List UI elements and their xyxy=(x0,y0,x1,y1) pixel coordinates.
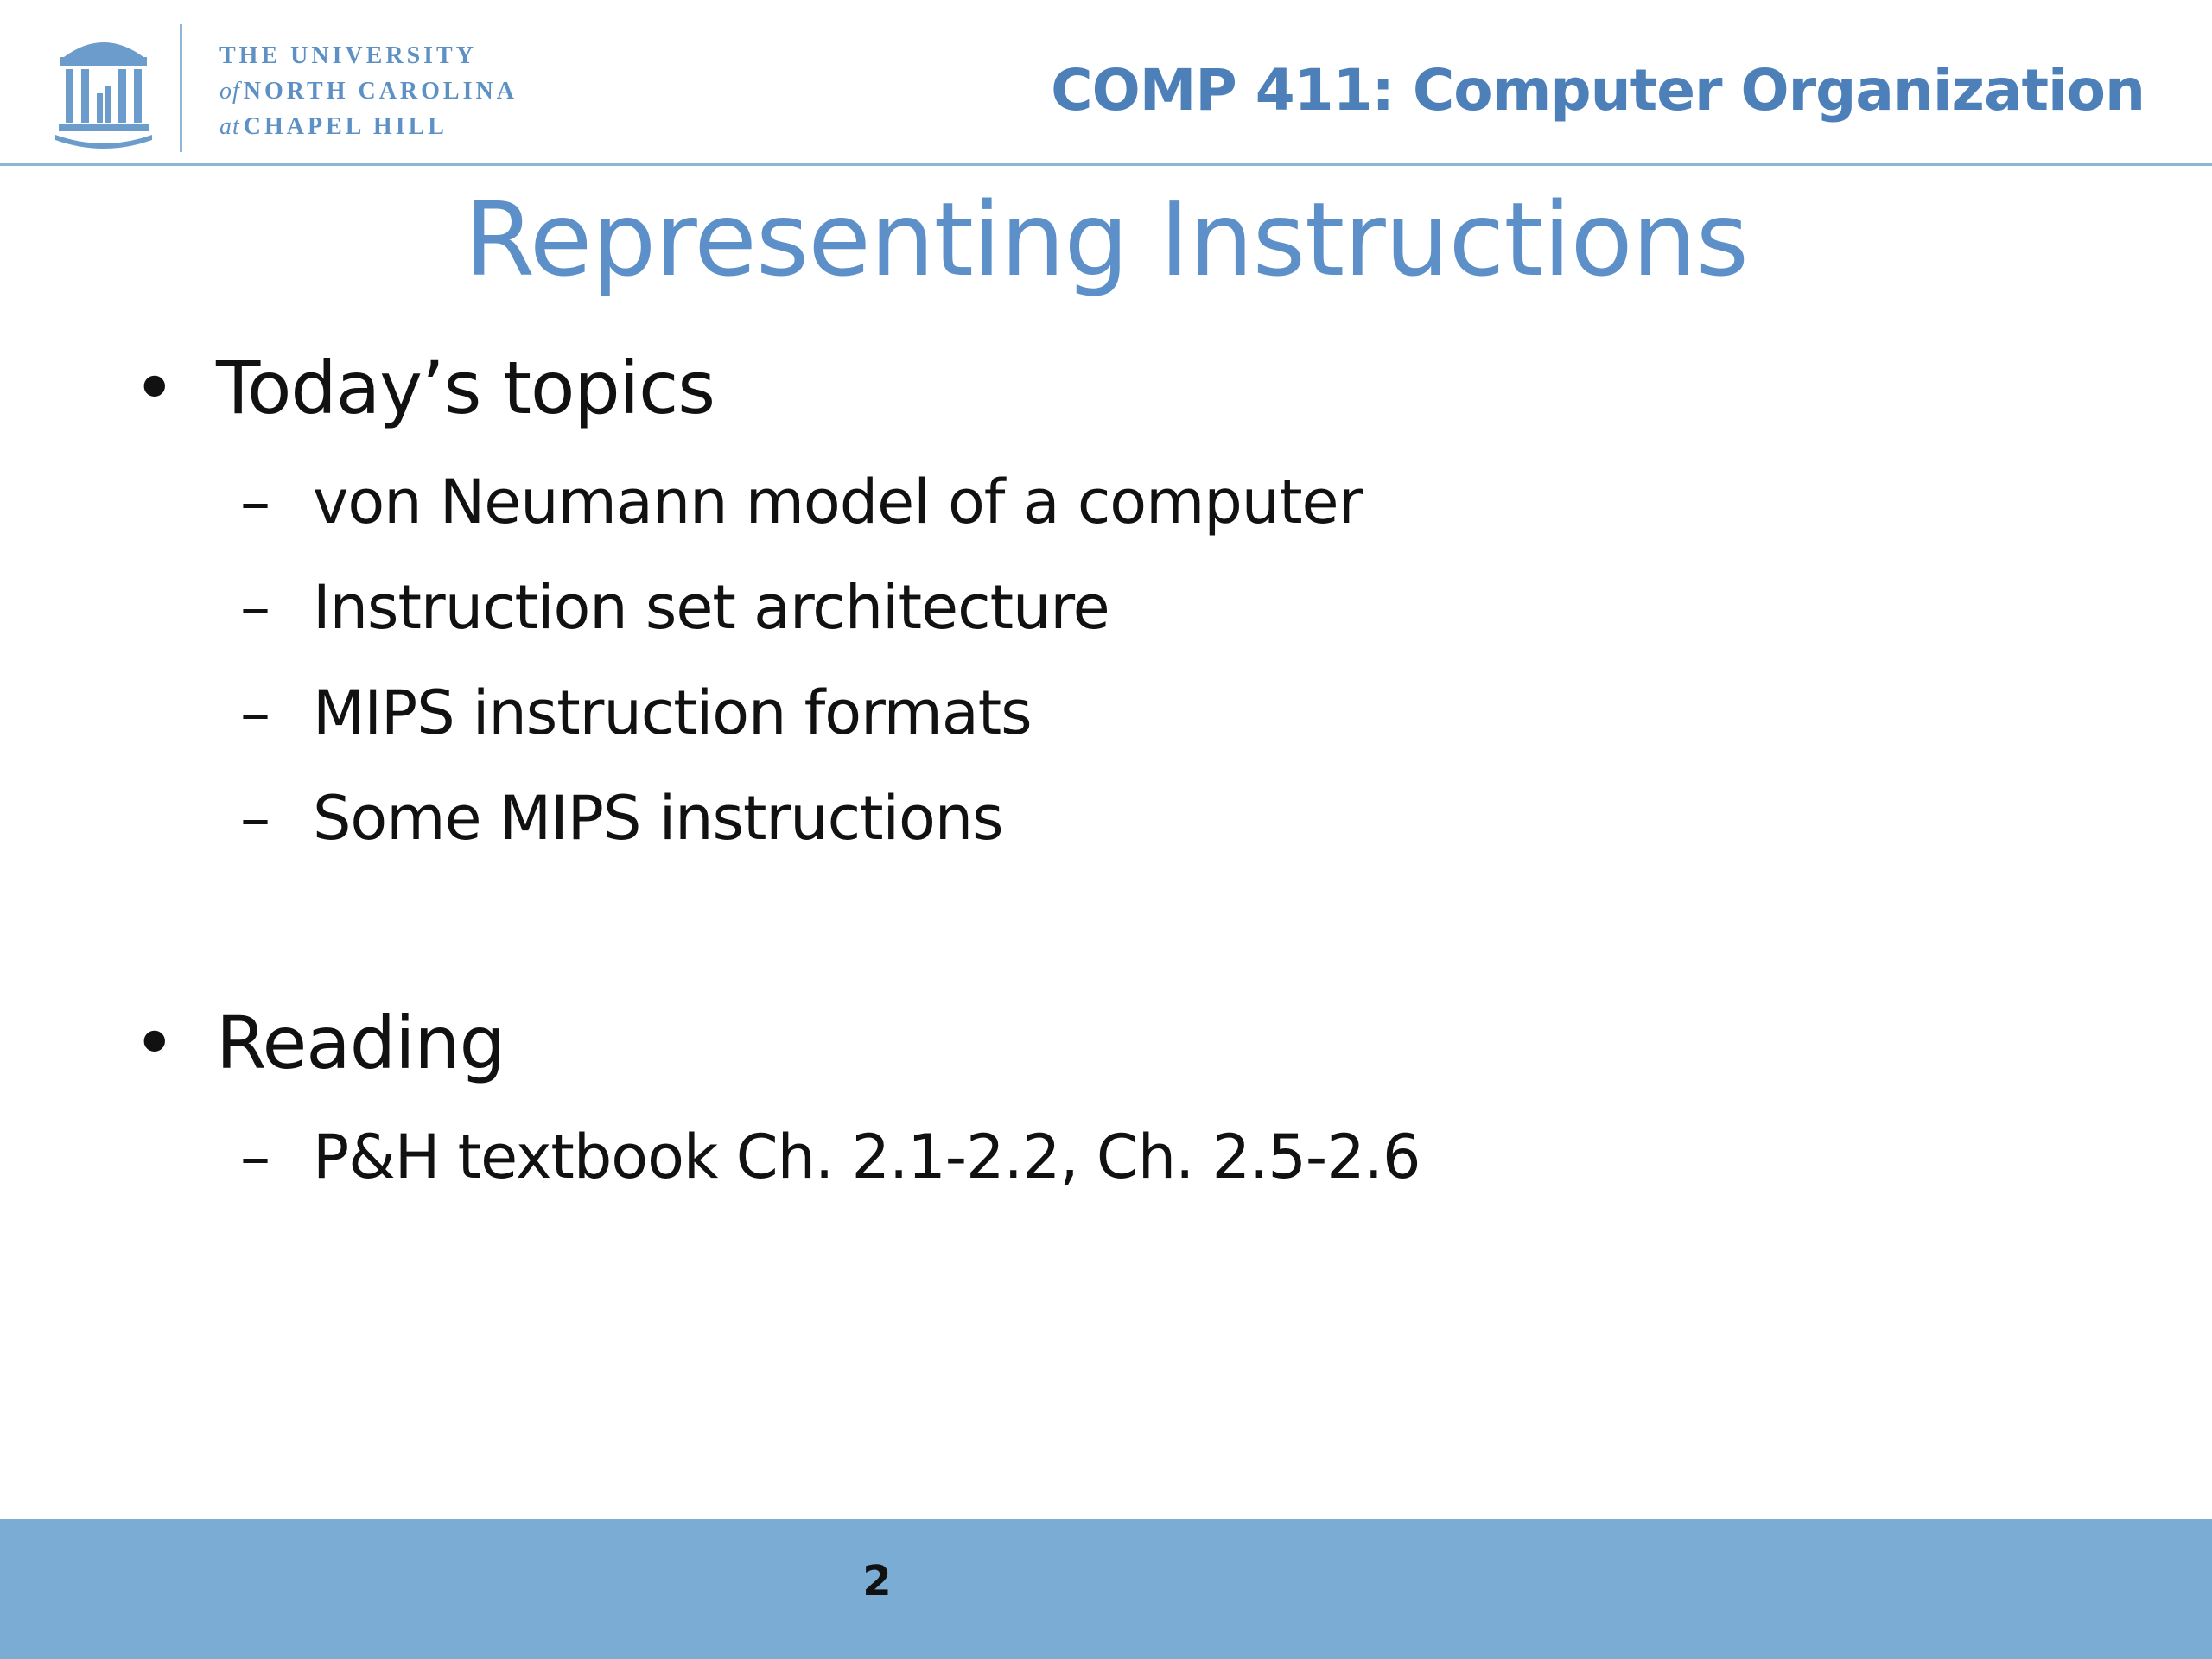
wordmark-line-1: THE UNIVERSITY xyxy=(219,42,477,69)
bullet-marker: • xyxy=(133,346,175,430)
slide-title: Representing Instructions xyxy=(464,180,1748,299)
sub-bullet-marker: – xyxy=(240,1122,270,1192)
slide-footer xyxy=(0,1519,2212,1659)
wordmark-line-3-prefix: at xyxy=(219,113,240,140)
sub-bullet-marker: – xyxy=(240,467,270,537)
sub-bullet-text: von Neumann model of a computer xyxy=(313,467,1363,537)
wordmark-line-2-text: NORTH CAROLINA xyxy=(243,78,518,105)
wordmark-line-2-prefix: of xyxy=(219,78,240,105)
sub-bullet-text: P&H textbook Ch. 2.1-2.2, Ch. 2.5-2.6 xyxy=(313,1122,1421,1192)
sub-bullet-text: Instruction set architecture xyxy=(313,572,1109,643)
sub-bullet-text: MIPS instruction formats xyxy=(313,677,1032,748)
course-title: COMP 411: Computer Organization xyxy=(1051,57,2145,124)
sub-bullet-marker: – xyxy=(240,783,270,854)
page-number: 2 xyxy=(862,1557,892,1605)
bullet-text: Reading xyxy=(216,1001,505,1085)
sub-bullet-marker: – xyxy=(240,677,270,748)
bullet-text: Today’s topics xyxy=(216,346,715,430)
sub-bullet-marker: – xyxy=(240,572,270,643)
bullet-marker: • xyxy=(133,1001,175,1085)
sub-bullet-text: Some MIPS instructions xyxy=(313,783,1003,854)
wordmark-line-3-text: CHAPEL HILL xyxy=(243,113,448,140)
